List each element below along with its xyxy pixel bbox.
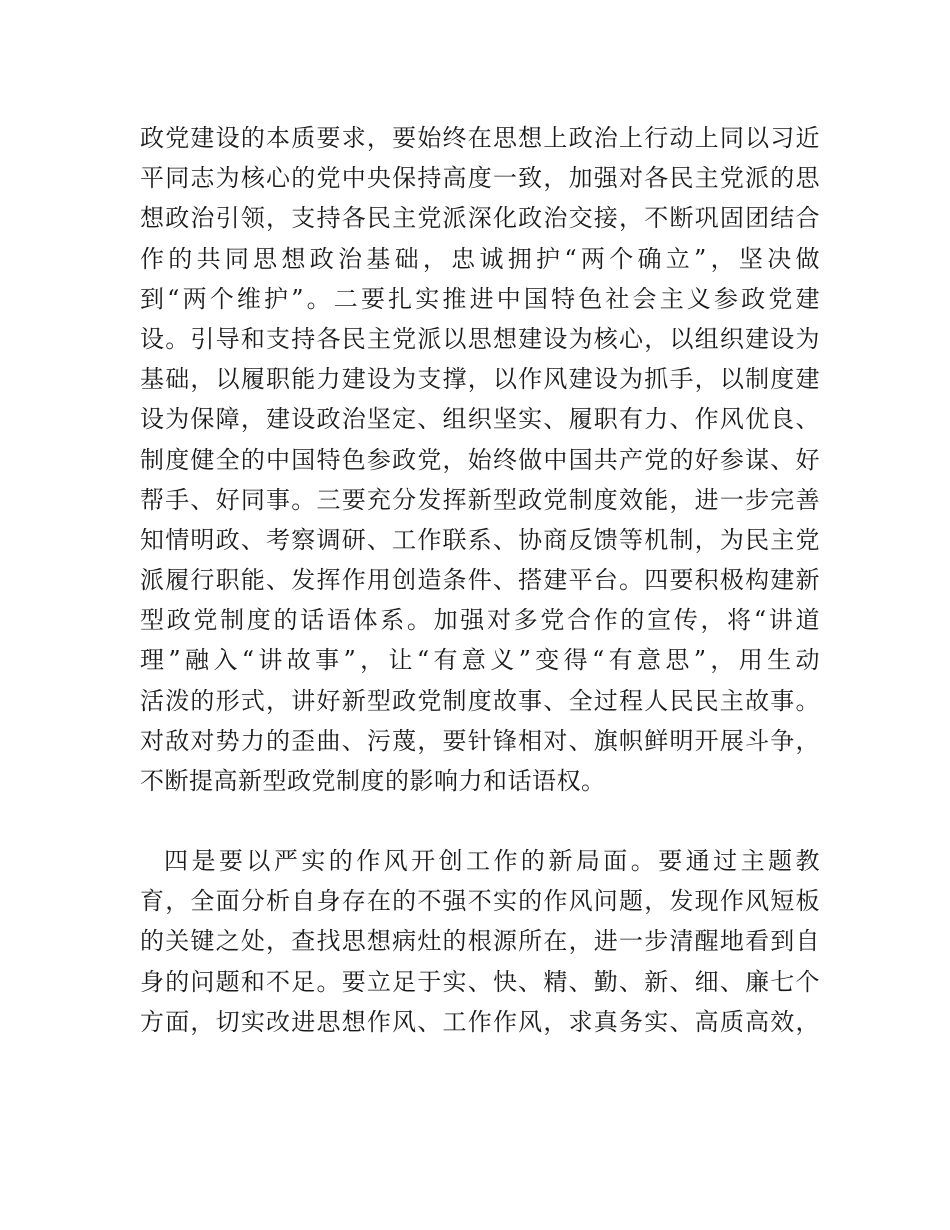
text-line: 平同志为核心的党中央保持高度一致，加强对各民主党派的思 [140, 164, 820, 193]
text-line: 四是要以严实的作风开创工作的新局面。要通过主题教 [164, 847, 820, 875]
text-line: 身的问题和不足。要立足于实、快、精、勤、新、细、廉七个 [140, 967, 820, 996]
text-line: 理”融入“讲故事”，让“有意义”变得“有意思”，用生动 [140, 646, 820, 675]
text-line: 想政治引领，支持各民主党派深化政治交接，不断巩固团结合 [140, 204, 820, 233]
text-line: 不断提高新型政党制度的影响力和话语权。 [140, 767, 606, 795]
text-line: 制度健全的中国特色参政党，始终做中国共产党的好参谋、好 [140, 445, 820, 474]
text-line: 的关键之处，查找思想病灶的根源所在，进一步清醒地看到自 [140, 927, 820, 956]
paragraph-2 [140, 841, 820, 1042]
text-line: 知情明政、考察调研、工作联系、协商反馈等机制，为民主党 [140, 525, 820, 554]
text-line: 基础，以履职能力建设为支撑，以作风建设为抓手，以制度建 [140, 365, 820, 394]
text-line: 到“两个维护”。二要扎实推进中国特色社会主义参政党建 [140, 284, 820, 313]
text-line: 帮手、好同事。三要充分发挥新型政党制度效能，进一步完善 [140, 485, 820, 514]
text-line: 育，全面分析自身存在的不强不实的作风问题，发现作风短板 [140, 887, 820, 916]
text-line: 设为保障，建设政治坚定、组织坚实、履职有力、作风优良、 [140, 405, 820, 434]
paragraph-1 [140, 118, 820, 801]
text-line: 方面，切实改进思想作风、工作作风，求真务实、高质高效， [140, 1007, 820, 1036]
text-line: 政党建设的本质要求，要始终在思想上政治上行动上同以习近 [140, 124, 820, 152]
text-line: 对敌对势力的歪曲、污蔑，要针锋相对、旗帜鲜明开展斗争， [140, 726, 820, 755]
text-line: 派履行职能、发挥作用创造条件、搭建平台。四要积极构建新 [140, 566, 820, 595]
text-line: 设。引导和支持各民主党派以思想建设为核心，以组织建设为 [140, 324, 820, 353]
text-line: 型政党制度的话语体系。加强对多党合作的宣传，将“讲道 [140, 606, 820, 635]
text-line: 作的共同思想政治基础，忠诚拥护“两个确立”，坚决做 [140, 244, 820, 273]
text-line: 活泼的形式，讲好新型政党制度故事、全过程人民民主故事。 [140, 686, 820, 715]
